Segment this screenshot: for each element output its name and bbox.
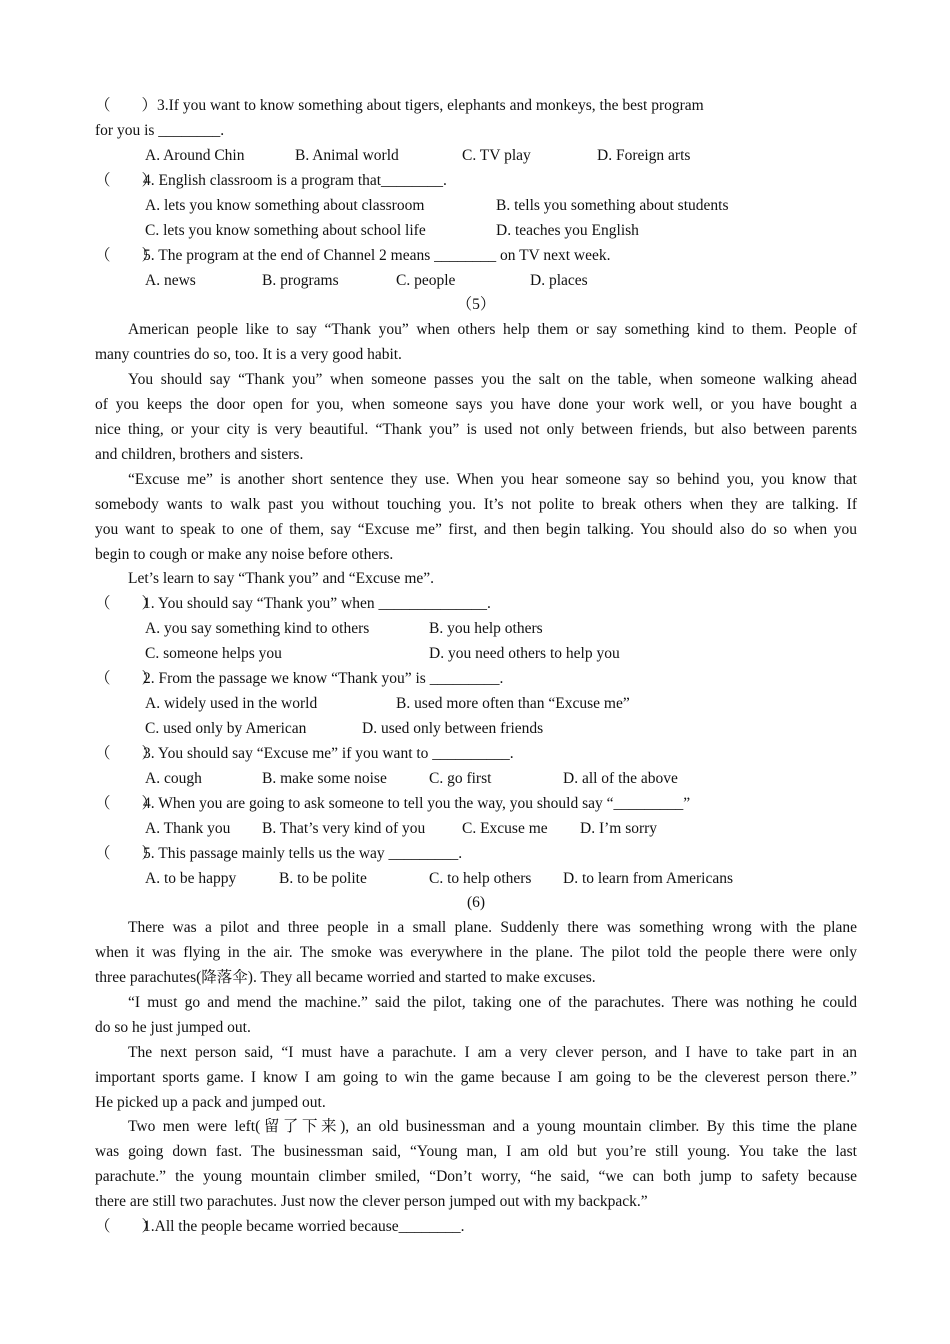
option: B. used more often than “Excuse me”	[396, 695, 630, 712]
answer-blank[interactable]: （ ）	[95, 172, 158, 189]
option: C. used only by American	[145, 720, 307, 737]
option: B. Animal world	[295, 147, 399, 164]
option: C. to help others	[429, 870, 532, 887]
option: A. widely used in the world	[145, 695, 318, 712]
answer-blank[interactable]: （ ）	[95, 670, 158, 687]
passage-line: nice thing, or your city is very beautiful. “Thank you” is used not only between friends, but also between parents	[95, 421, 857, 438]
option: A. Around Chin	[145, 147, 245, 164]
passage-line: You should say “Thank you” when someone passes you the salt on the table, when someone walking ahead	[128, 371, 857, 388]
passage-line: parachute.” the young mountain climber smiled, “Don’t worry, “he said, “we can both jump to safety because	[95, 1168, 857, 1185]
answer-blank[interactable]: （ ）	[95, 1218, 158, 1235]
option: A. cough	[145, 770, 202, 787]
option: D. you need others to help you	[429, 645, 620, 662]
question-5-2	[95, 666, 857, 691]
passage-line: important sports game. I know I am going to win the game because I am going to be the cleverest person there.”	[95, 1069, 857, 1086]
option: C. TV play	[462, 147, 531, 164]
question-4-3	[95, 93, 857, 118]
option: D. Foreign arts	[597, 147, 691, 164]
passage-line: many countries do so, too. It is a very good habit.	[95, 346, 402, 363]
option: D. places	[530, 272, 588, 289]
option: C. people	[396, 272, 456, 289]
question-text: 4. When you are going to ask someone to tell you the way, you should say “_________”	[143, 795, 691, 812]
option: C. go first	[429, 770, 492, 787]
question-text: 1.All the people became worried because________.	[143, 1218, 465, 1235]
option: A. lets you know something about classroom	[145, 197, 425, 214]
option: D. used only between friends	[362, 720, 544, 737]
passage-line: “I must go and mend the machine.” said the pilot, taking one of the parachutes. There was nothing he could	[128, 994, 857, 1011]
question-5-3	[95, 741, 857, 766]
option: D. all of the above	[563, 770, 678, 787]
answer-blank[interactable]: （ ）	[95, 795, 158, 812]
section-5-heading: （5）	[456, 296, 496, 313]
passage-line: The next person said, “I must have a parachute. I am a very clever person, and I have to take part in an	[128, 1044, 857, 1061]
option: A. news	[145, 272, 196, 289]
option: B. That’s very kind of you	[262, 820, 426, 837]
question-5-5	[95, 841, 857, 866]
question-6-1	[95, 1214, 857, 1239]
passage-line: there are still two parachutes. Just now the clever person jumped out with my backpack.”	[95, 1193, 648, 1210]
question-5-1	[95, 591, 857, 616]
option: B. you help others	[429, 620, 543, 637]
passage-line: begin to cough or make any noise before others.	[95, 546, 394, 563]
option: A. you say something kind to others	[145, 620, 370, 637]
answer-blank[interactable]: （ ）	[95, 595, 158, 612]
option: C. someone helps you	[145, 645, 282, 662]
option: D. teaches you English	[496, 222, 639, 239]
option: A. to be happy	[145, 870, 237, 887]
option: C. Excuse me	[462, 820, 548, 837]
passage-line: somebody wants to walk past you without touching you. It’s not polite to break others when they are talking. If	[95, 496, 857, 513]
option: A. Thank you	[145, 820, 231, 837]
passage-line: He picked up a pack and jumped out.	[95, 1094, 326, 1111]
answer-blank[interactable]: （ ）	[95, 247, 158, 264]
option: B. tells you something about students	[496, 197, 729, 214]
question-text: 3. You should say “Excuse me” if you want to __________.	[143, 745, 514, 762]
option: B. to be polite	[279, 870, 367, 887]
passage-line: three parachutes(降落伞). They all became worried and started to make excuses.	[95, 969, 596, 986]
question-text: 4. English classroom is a program that________.	[143, 172, 447, 189]
answer-blank[interactable]: （ ）	[95, 745, 158, 762]
question-text: 5. The program at the end of Channel 2 means ________ on TV next week.	[143, 247, 611, 264]
option: B. programs	[262, 272, 339, 289]
section-6-heading: (6)	[466, 894, 486, 911]
passage-line: “Excuse me” is another short sentence they use. When you hear someone say so behind you, you know that	[128, 471, 857, 488]
question-text: 1. You should say “Thank you” when ______________.	[143, 595, 491, 612]
passage-line: when it was flying in the air. The smoke was everywhere in the plane. The pilot told the people there were only	[95, 944, 857, 961]
passage-line: American people like to say “Thank you” when others help them or say something kind to them. People of	[128, 321, 857, 338]
answer-blank[interactable]: （ ）3.	[95, 97, 169, 114]
passage-line: of you keeps the door open for you, when someone says you have done your work well, or you have bought a	[95, 396, 857, 413]
passage-line: and children, brothers and sisters.	[95, 446, 304, 463]
question-text: If you want to know something about tigers, elephants and monkeys, the best program	[168, 97, 704, 114]
passage-line: you want to speak to one of them, say “Excuse me” first, and then begin talking. You should also do so when you	[95, 521, 857, 538]
answer-blank[interactable]: （ ）	[95, 845, 158, 862]
option: D. to learn from Americans	[563, 870, 734, 887]
option: C. lets you know something about school life	[145, 222, 426, 239]
option: B. make some noise	[262, 770, 387, 787]
passage-line: was going down fast. The businessman said, “Young man, I am old but you’re still young. You take the last	[95, 1143, 857, 1160]
question-text: 2. From the passage we know “Thank you” is _________.	[143, 670, 504, 687]
passage-line: Two men were left(留了下来), an old businessman and a young mountain climber. By this time the plane	[128, 1118, 857, 1135]
question-4-4	[95, 168, 857, 193]
question-4-5	[95, 243, 857, 268]
question-text: 5. This passage mainly tells us the way _________.	[143, 845, 463, 862]
question-5-4	[95, 791, 857, 816]
passage-line: Let’s learn to say “Thank you” and “Excuse me”.	[128, 570, 435, 587]
passage-line: do so he just jumped out.	[95, 1019, 251, 1036]
question-4-3-cont: for you is ________.	[95, 122, 225, 139]
passage-line: There was a pilot and three people in a small plane. Suddenly there was something wrong with the plane	[128, 919, 857, 936]
option: D. I’m sorry	[580, 820, 658, 837]
